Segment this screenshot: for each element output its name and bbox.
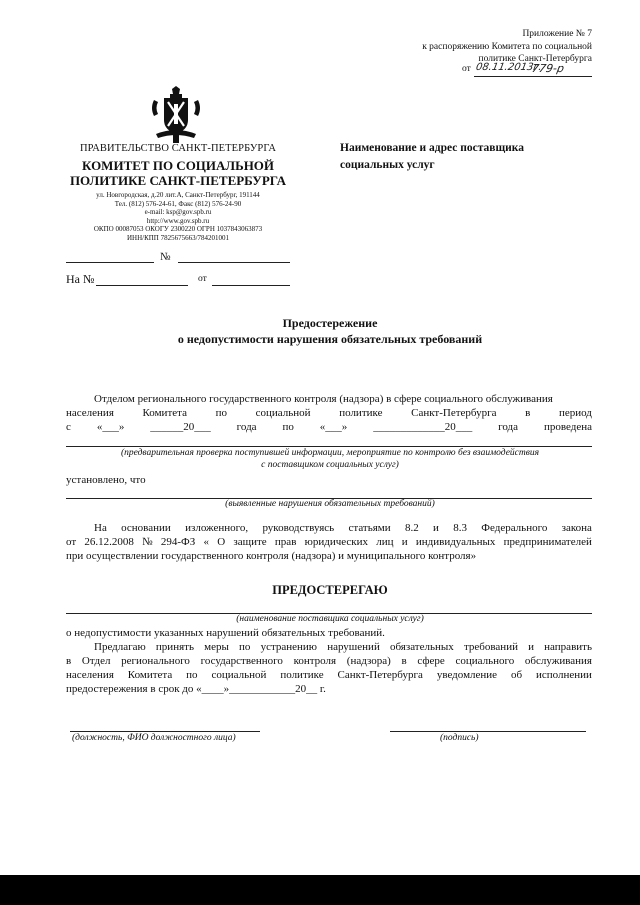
committee-inn: ИНН/КПП 7825675663/784201001: [126, 233, 230, 242]
word: «: [203, 536, 209, 548]
month-year-blank: _____________20___: [373, 421, 473, 433]
word: и: [401, 536, 408, 548]
word: по: [186, 669, 198, 681]
recipient-line1: Наименование и адрес поставщика: [340, 142, 524, 154]
day-blank: «___»: [96, 421, 125, 433]
word: обслуживания: [524, 655, 592, 667]
word: Федерального: [481, 522, 548, 534]
word: уведомление: [436, 669, 498, 681]
word: и: [433, 522, 439, 534]
appendix-date-handwritten: 08.11.2013г.: [475, 62, 543, 73]
inadmissible-text: о недопустимости указанных нарушений обязательных требований.: [66, 627, 385, 639]
word: прав: [274, 536, 297, 548]
word: индивидуальных: [415, 536, 496, 548]
committee-address: ул. Новгородская, д.20 лит.А, Санкт-Петербург, 191144: [96, 191, 260, 199]
word: социального: [455, 655, 515, 667]
word: юридических: [304, 536, 369, 548]
p1-line2: [66, 407, 592, 419]
p1-line3: [66, 421, 592, 433]
word: 294-ФЗ: [160, 536, 196, 548]
government-name: ПРАВИТЕЛЬСТВО САНКТ-ПЕТЕРБУРГА: [79, 143, 277, 154]
word: Предлагаю: [94, 641, 146, 653]
incoming-date-label: от: [198, 274, 207, 284]
word: населения: [66, 669, 114, 681]
word: об: [510, 669, 523, 681]
word: О: [217, 536, 226, 548]
appendix-number: Приложение № 7: [522, 29, 592, 39]
day-blank: «___»: [319, 421, 348, 433]
signature-line: [390, 731, 586, 732]
recipient-line2: социальных услуг: [340, 159, 435, 171]
word: статьями: [348, 522, 391, 534]
word: изложенного,: [185, 522, 249, 534]
word: устранению: [260, 641, 318, 653]
title-line2: о недопустимости нарушения обязательных требований: [177, 332, 483, 346]
appendix-order: к распоряжению Комитета по социальной: [422, 41, 592, 52]
word: обязательных: [389, 641, 454, 653]
word: по: [282, 421, 294, 433]
word: защите: [233, 536, 267, 548]
incoming-number-line: [96, 285, 188, 286]
p3-line2: [66, 655, 592, 667]
word: политике: [339, 407, 383, 419]
word: На: [94, 522, 107, 534]
caption-signature: (подпись): [440, 733, 479, 743]
word: по: [215, 407, 227, 419]
committee-email: e-mail: ksp@gov.spb.ru: [144, 208, 212, 217]
word: основании: [121, 522, 171, 534]
p2-line1: [94, 522, 592, 534]
word: меры: [204, 641, 229, 653]
word: от: [66, 536, 77, 548]
word: по: [239, 641, 251, 653]
appendix-block: [380, 28, 592, 66]
p2-line2: [66, 536, 592, 548]
word: проведена: [543, 421, 592, 433]
caption-official: (должность, ФИО должностного лица): [72, 733, 236, 743]
appendix-committee: политике Санкт-Петербурга: [478, 54, 592, 64]
word: закона: [561, 522, 592, 534]
appendix-date-prefix: от: [462, 64, 471, 74]
p1-line1: Отделом регионального государственного контроля (надзора) в сфере социального обслуживания: [94, 393, 553, 405]
outgoing-number-sign: №: [160, 251, 171, 263]
word: исполнении: [536, 669, 592, 681]
word: Санкт-Петербурга: [411, 407, 497, 419]
word: руководствуясь: [262, 522, 335, 534]
word: направить: [544, 641, 592, 653]
word: 8.3: [453, 522, 467, 534]
word: №: [142, 536, 153, 548]
document-title: [60, 315, 600, 347]
word: регионального: [121, 655, 190, 667]
warn-heading: ПРЕДОСТЕРЕГАЮ: [272, 583, 388, 597]
committee-phone: Тел. (812) 576-24-61, Факс (812) 576-24-90: [114, 199, 242, 208]
word: предпринимателей: [503, 536, 592, 548]
appendix-date-line: [474, 76, 592, 77]
committee-header: [60, 143, 296, 243]
p2-line3: при осуществлении государственного контроля (надзора) и муниципального контроля»: [66, 550, 477, 562]
caption-violations: (выявленные нарушения обязательных требований): [225, 499, 435, 509]
word: социальной: [255, 407, 311, 419]
committee-name-line1: КОМИТЕТ ПО СОЦИАЛЬНОЙ: [81, 158, 275, 173]
month-year-blank: ______20___: [150, 421, 211, 433]
established-label: установлено, что: [66, 474, 146, 486]
word: с: [66, 421, 71, 433]
title-line1: Предостережение: [282, 316, 378, 330]
word: 26.12.2008: [84, 536, 134, 548]
incoming-date-line: [212, 285, 290, 286]
word: в: [401, 655, 407, 667]
word: Отдел: [81, 655, 111, 667]
p3-line3: [66, 669, 592, 681]
caption1-line1: (предварительная проверка поступившей информации, мероприятие по контролю без взаимодействия: [120, 448, 540, 458]
recipient-block: [340, 140, 524, 174]
word: 8.2: [404, 522, 419, 534]
committee-name-line2: ПОЛИТИКЕ САНКТ-ПЕТЕРБУРГА: [69, 173, 287, 188]
word: года: [498, 421, 519, 433]
coat-of-arms-emblem: [146, 86, 206, 144]
word: в: [66, 655, 72, 667]
word: требований: [463, 641, 518, 653]
incoming-number-label: На №: [66, 272, 95, 286]
word: социальной: [211, 669, 267, 681]
appendix-number-handwritten: 779-р: [530, 62, 566, 75]
word: нарушений: [327, 641, 380, 653]
word: населения: [66, 407, 114, 419]
committee-codes: ОКПО 00087053 ОКОГУ 2300220 ОГРН 1037843063873: [93, 225, 263, 234]
committee-website: http://www.gov.spb.ru: [146, 216, 210, 225]
word: политике: [280, 669, 324, 681]
word: контроля: [293, 655, 337, 667]
word: лиц: [376, 536, 394, 548]
word: года: [236, 421, 257, 433]
word: принять: [155, 641, 194, 653]
p3-line1: [94, 641, 592, 653]
word: и: [528, 641, 535, 653]
word: государственного: [200, 655, 283, 667]
caption-provider-name: (наименование поставщика социальных услуг): [236, 614, 424, 624]
word: Комитета: [142, 407, 187, 419]
word: в: [525, 407, 531, 419]
word: сфере: [417, 655, 445, 667]
outgoing-date-line: [66, 262, 154, 263]
official-signature-line: [70, 731, 260, 732]
word: Комитета: [127, 669, 173, 681]
outgoing-number-line: [178, 262, 290, 263]
word: (надзора): [346, 655, 391, 667]
word: Санкт-Петербурга: [337, 669, 423, 681]
word: период: [558, 407, 592, 419]
caption-inspection-type: [60, 447, 600, 471]
p3-line4: предостережения в срок до «____»____________20__ г.: [66, 683, 326, 695]
scan-border: [0, 875, 640, 905]
caption1-line2: с поставщиком социальных услуг): [261, 460, 399, 470]
